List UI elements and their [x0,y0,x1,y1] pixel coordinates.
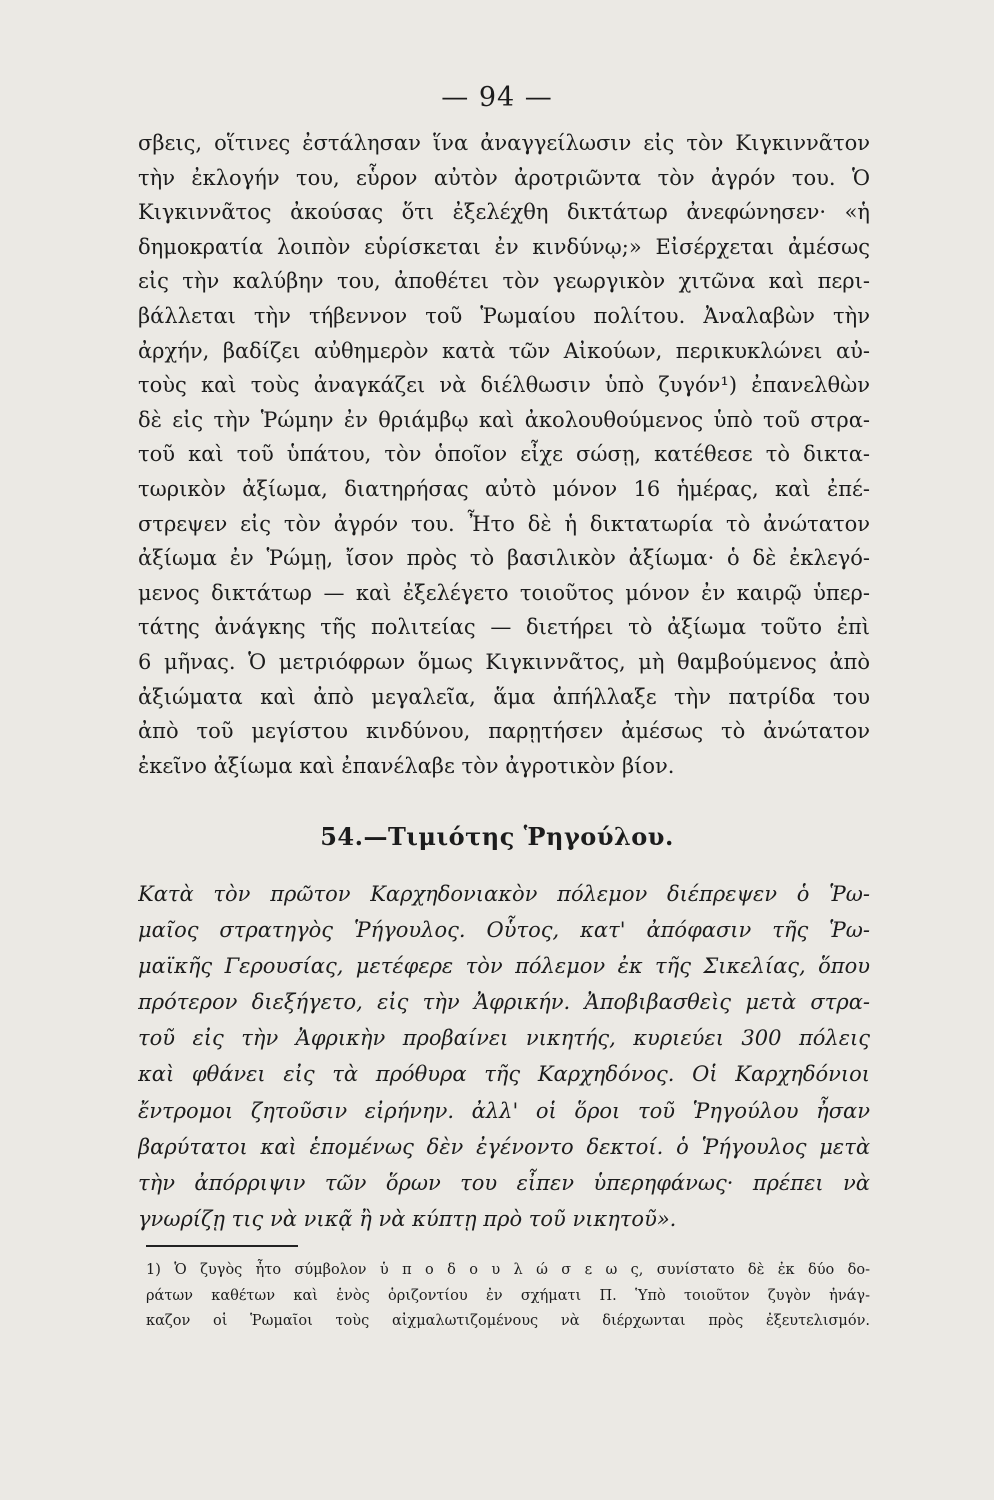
italic-line: βαρύτατοι καὶ ἑπομένως δὲν ἐγένοντο δεκτοί. ὁ Ῥήγουλος μετὰ [138,1134,870,1159]
body-line: μενος δικτάτωρ — καὶ ἐξελέγετο τοιοῦτος μόνον ἐν καιρῷ ὑπερ- [138,580,870,605]
italic-line: Κατὰ τὸν πρῶτον Καρχηδονιακὸν πόλεμον διέπρεψεν ὁ Ῥω- [138,882,870,906]
body-line: τοῦ καὶ τοῦ ὑπάτου, τὸν ὁποῖον εἶχε σώσῃ, κατέθεσε τὸ δικτα- [138,442,870,467]
body-line: 6 μῆνας. Ὁ μετριόφρων ὅμως Κιγκιννᾶτος, μὴ θαμβούμενος ἀπὸ [138,649,870,674]
italic-line: μαϊκῆς Γερουσίας, μετέφερε τὸν πόλεμον ἐκ τῆς Σικελίας, ὅπου [138,954,870,979]
italic-line: καὶ φθάνει εἰς τὰ πρόθυρα τῆς Καρχηδόνος. Οἱ Καρχηδόνιοι [138,1062,870,1087]
body-line: δὲ εἰς τὴν Ῥώμην ἐν θριάμβῳ καὶ ἀκολουθούμενος ὑπὸ τοῦ στρα- [138,407,870,432]
body-line: τοὺς καὶ τοὺς ἀναγκάζει νὰ διέλθωσιν ὑπὸ ζυγόν¹) ἐπανελθὼν [138,373,870,398]
body-line: ἀπὸ τοῦ μεγίστου κινδύνου, παρῃτήσεν ἀμέσως τὸ ἀνώτατον [138,719,870,744]
body-line: Κιγκιννᾶτος ἀκούσας ὅτι ἐξελέχθη δικτάτωρ ἀνεφώνησεν· «ἡ [138,200,870,225]
footnote-line: καζον οἱ Ῥωμαῖοι τοὺς αἰχμαλωτιζομένους νὰ διέρχωνται πρὸς ἐξευτελισμόν. [146,1313,870,1329]
body-line: τωρικὸν ἀξίωμα, διατηρήσας αὐτὸ μόνον 16 ἡμέρας, καὶ ἐπέ- [138,476,870,501]
body-line: ἐκεῖνο ἀξίωμα καὶ ἐπανέλαβε τὸν ἀγροτικὸν βίον. [138,753,675,778]
italic-line: γνωρίζῃ τις νὰ νικᾷ ἢ νὰ κύπτῃ πρὸ τοῦ νικητοῦ». [138,1206,677,1231]
body-line: δημοκρατία λοιπὸν εὑρίσκεται ἐν κινδύνῳ;» Εἰσέρχεται ἀμέσως [138,234,870,259]
page-number: — 94 — [441,82,553,113]
body-line: σβεις, οἵτινες ἐστάλησαν ἵνα ἀναγγείλωσιν εἰς τὸν Κιγκιννᾶτον [138,131,870,155]
body-line: στρεψεν εἰς τὸν ἀγρόν του. Ἦτο δὲ ἡ δικτατωρία τὸ ἀνώτατον [138,511,870,536]
italic-line: τὴν ἀπόρριψιν τῶν ὅρων του εἶπεν ὑπερηφάνως· πρέπει νὰ [138,1170,870,1195]
footnote-line: ράτων καθέτων καὶ ἑνὸς ὁριζοντίου ἐν σχήματι Π. Ὑπὸ τοιοῦτον ζυγὸν ἠνάγ- [146,1287,870,1304]
body-line: τάτης ἀνάγκης τῆς πολιτείας — διετήρει τὸ ἀξίωμα τοῦτο ἐπὶ [138,615,870,640]
italic-text [138,876,870,1237]
body-text [138,126,870,783]
body-line: τὴν ἐκλογήν του, εὗρον αὐτὸν ἀροτριῶντα τὸν ἀγρόν του. Ὁ [138,165,870,190]
italic-line: μαῖος στρατηγὸς Ῥήγουλος. Οὗτος, κατ' ἀπόφασιν τῆς Ῥω- [138,918,870,943]
italic-line: τοῦ εἰς τὴν Ἀφρικὴν προβαίνει νικητής, κυριεύει 300 πόλεις [138,1026,870,1051]
body-line: ἀξίωμα ἐν Ῥώμῃ, ἴσον πρὸς τὸ βασιλικὸν ἀξίωμα· ὁ δὲ ἐκλεγό- [138,546,870,571]
body-line: βάλλεται τὴν τήβεννον τοῦ Ῥωμαίου πολίτου. Ἀναλαβὼν τὴν [138,303,870,328]
footnote-divider [146,1245,298,1247]
footnote [146,1258,870,1335]
body-line: ἀξιώματα καὶ ἀπὸ μεγαλεῖα, ἅμα ἀπήλλαξε τὴν πατρίδα του [138,684,870,709]
italic-line: ἔντρομοι ζητοῦσιν εἰρήνην. ἀλλ' οἱ ὅροι τοῦ Ῥηγούλου ἦσαν [138,1098,870,1123]
footnote-line: 1) Ὁ ζυγὸς ἦτο σύμβολον ὑ π ο δ ο υ λ ώ σ ε ω ς, συνίστατο δὲ ἐκ δύο δο- [146,1262,870,1278]
italic-line: πρότερον διεξήγετο, εἰς τὴν Ἀφρικήν. Ἀποβιβασθεὶς μετὰ στρα- [138,990,870,1015]
section-heading: 54.—Τιμιότης Ῥηγούλου. [320,822,674,851]
body-line: εἰς τὴν καλύβην του, ἀποθέτει τὸν γεωργικὸν χιτῶνα καὶ περι- [138,269,870,294]
body-line: ἀρχήν, βαδίζει αὐθημερὸν κατὰ τῶν Αἰκούων, περικυκλώνει αὐ- [138,338,870,363]
